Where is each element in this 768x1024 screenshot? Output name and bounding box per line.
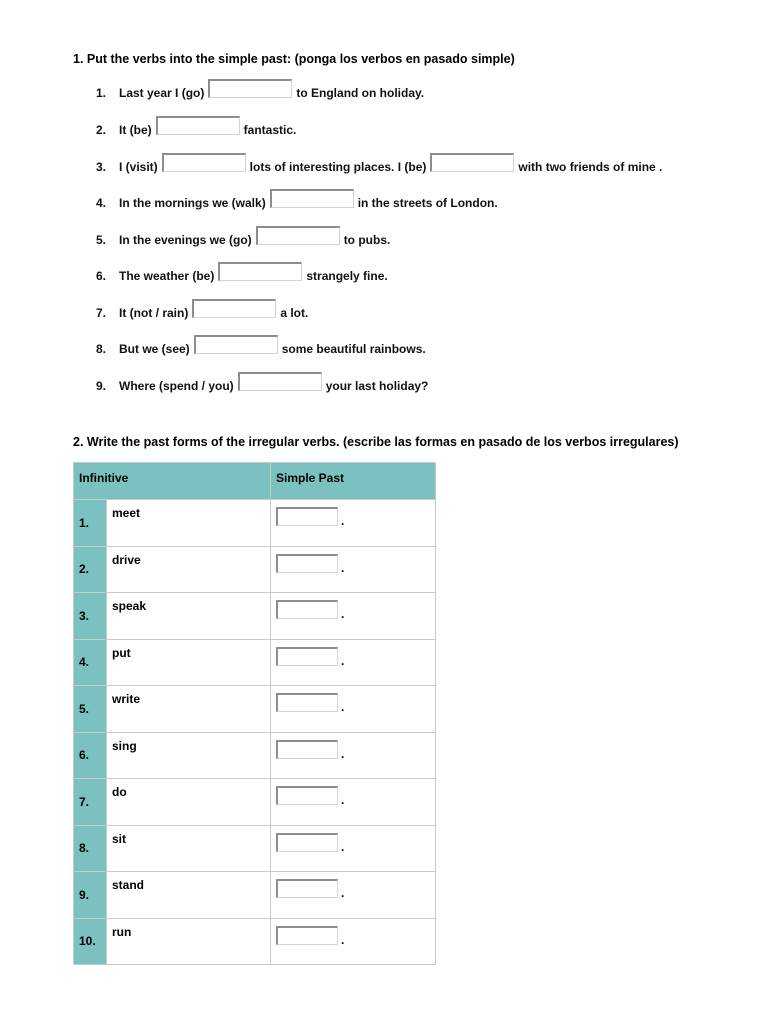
exercise-1-heading: 1. Put the verbs into the simple past: (ponga los verbos en pasado simple) <box>73 52 515 66</box>
period: . <box>341 746 345 761</box>
sentence-text: The weather (be) <box>119 269 215 283</box>
simple-past-cell <box>271 686 436 733</box>
answer-box[interactable] <box>208 79 292 98</box>
period: . <box>341 932 345 947</box>
sentence-text: It (be) <box>119 123 152 137</box>
answer-box[interactable] <box>192 299 276 318</box>
item-number: 7. <box>96 306 107 320</box>
verb-infinitive: sit <box>112 831 127 846</box>
verb-infinitive: sing <box>112 738 137 753</box>
sentence-4 <box>96 189 498 213</box>
period: . <box>341 793 345 807</box>
infinitive-cell <box>107 918 271 965</box>
item-number: 6. <box>96 269 107 283</box>
row-number: 3. <box>74 593 107 640</box>
table-row <box>74 825 436 872</box>
simple-past-cell <box>271 732 436 779</box>
answer-box[interactable] <box>276 600 338 619</box>
sentence-text: Last year I (go) <box>119 86 205 100</box>
sentence-text: with two friends of mine . <box>518 160 663 174</box>
table-header-row <box>74 463 436 500</box>
row-number: 7. <box>74 779 107 826</box>
period: . <box>341 886 345 900</box>
verb-infinitive: meet <box>112 506 141 520</box>
period: . <box>341 700 345 714</box>
answer-box[interactable] <box>256 226 340 245</box>
sentence-text: a lot. <box>280 306 309 320</box>
answer-box[interactable] <box>162 153 246 172</box>
item-number: 8. <box>96 342 107 356</box>
answer-box[interactable] <box>194 335 278 354</box>
infinitive-cell <box>107 500 271 547</box>
item-number: 4. <box>96 196 107 210</box>
table-row <box>74 872 436 919</box>
infinitive-cell <box>107 825 271 872</box>
sentence-text: some beautiful rainbows. <box>281 342 426 356</box>
sentence-text: It (not / rain) <box>119 306 189 320</box>
row-number: 8. <box>74 825 107 872</box>
period: . <box>341 653 345 668</box>
sentence-text: in the streets of London. <box>357 196 498 210</box>
period: . <box>341 839 345 854</box>
table-row <box>74 500 436 547</box>
row-number: 1. <box>74 500 107 547</box>
row-number: 6. <box>74 732 107 779</box>
sentence-text: your last holiday? <box>325 379 429 393</box>
infinitive-header-label: Infinitive <box>79 471 129 485</box>
table-row <box>74 918 436 965</box>
table-row <box>74 639 436 686</box>
infinitive-cell <box>107 686 271 733</box>
answer-box[interactable] <box>238 372 322 391</box>
verb-infinitive: speak <box>112 599 147 613</box>
row-number: 10. <box>74 918 107 965</box>
item-number: 1. <box>96 86 107 100</box>
item-number: 3. <box>96 160 107 174</box>
simple-past-cell <box>271 639 436 686</box>
answer-box[interactable] <box>276 786 338 805</box>
table-row <box>74 546 436 593</box>
exercise-2-heading: 2. Write the past forms of the irregular verbs. (escribe las formas en pasado de los verbos irregulares) <box>73 435 679 449</box>
table-row <box>74 779 436 826</box>
infinitive-cell <box>107 639 271 686</box>
period: . <box>341 560 345 575</box>
simple-past-cell <box>271 500 436 547</box>
answer-box[interactable] <box>276 740 338 759</box>
sentence-2 <box>96 116 296 140</box>
sentence-text: But we (see) <box>119 342 190 356</box>
sentence-3 <box>96 153 662 177</box>
verb-infinitive: do <box>112 785 127 799</box>
sentence-text: In the mornings we (walk) <box>119 196 266 210</box>
item-number: 2. <box>96 123 107 137</box>
row-number: 5. <box>74 686 107 733</box>
sentence-8 <box>96 335 426 359</box>
sentence-text: to pubs. <box>343 233 391 247</box>
period: . <box>341 514 345 528</box>
verb-infinitive: write <box>112 692 141 706</box>
simple-past-header-label: Simple Past <box>276 471 345 485</box>
answer-box[interactable] <box>276 647 338 666</box>
item-number: 9. <box>96 379 107 393</box>
answer-box[interactable] <box>276 507 338 526</box>
infinitive-cell <box>107 779 271 826</box>
sentence-text: I (visit) <box>119 160 158 174</box>
simple-past-cell <box>271 593 436 640</box>
sentence-text: fantastic. <box>243 123 297 137</box>
answer-box[interactable] <box>276 833 338 852</box>
period: . <box>341 607 345 621</box>
infinitive-cell <box>107 593 271 640</box>
answer-box[interactable] <box>276 926 338 945</box>
infinitive-cell <box>107 872 271 919</box>
simple-past-cell <box>271 546 436 593</box>
sentence-1 <box>96 79 424 103</box>
verb-infinitive: stand <box>112 878 145 892</box>
table-row <box>74 732 436 779</box>
row-number: 2. <box>74 546 107 593</box>
verb-infinitive: put <box>112 645 131 660</box>
answer-box[interactable] <box>156 116 240 135</box>
sentence-text: strangely fine. <box>306 269 388 283</box>
simple-past-cell <box>271 872 436 919</box>
row-number: 4. <box>74 639 107 686</box>
infinitive-cell <box>107 732 271 779</box>
sentence-text: to England on holiday. <box>296 86 425 100</box>
row-number: 9. <box>74 872 107 919</box>
simple-past-cell <box>271 779 436 826</box>
sentence-text: Where (spend / you) <box>119 379 234 393</box>
table-row <box>74 686 436 733</box>
sentence-text: In the evenings we (go) <box>119 233 252 247</box>
infinitive-header <box>74 463 271 500</box>
irregular-verbs-table <box>73 462 436 965</box>
verb-infinitive: drive <box>112 552 141 567</box>
verb-infinitive: run <box>112 924 132 939</box>
infinitive-cell <box>107 546 271 593</box>
sentence-9 <box>96 372 428 396</box>
answer-box[interactable] <box>270 189 354 208</box>
answer-box[interactable] <box>276 879 338 898</box>
answer-box[interactable] <box>218 262 302 281</box>
sentence-text: lots of interesting places. I (be) <box>249 160 427 174</box>
simple-past-cell <box>271 825 436 872</box>
sentence-5 <box>96 226 390 250</box>
table-row <box>74 593 436 640</box>
answer-box[interactable] <box>276 554 338 573</box>
item-number: 5. <box>96 233 107 247</box>
answer-box[interactable] <box>430 153 514 172</box>
sentence-6 <box>96 262 388 286</box>
sentence-7 <box>96 299 308 323</box>
answer-box[interactable] <box>276 693 338 712</box>
simple-past-header <box>271 463 436 500</box>
simple-past-cell <box>271 918 436 965</box>
